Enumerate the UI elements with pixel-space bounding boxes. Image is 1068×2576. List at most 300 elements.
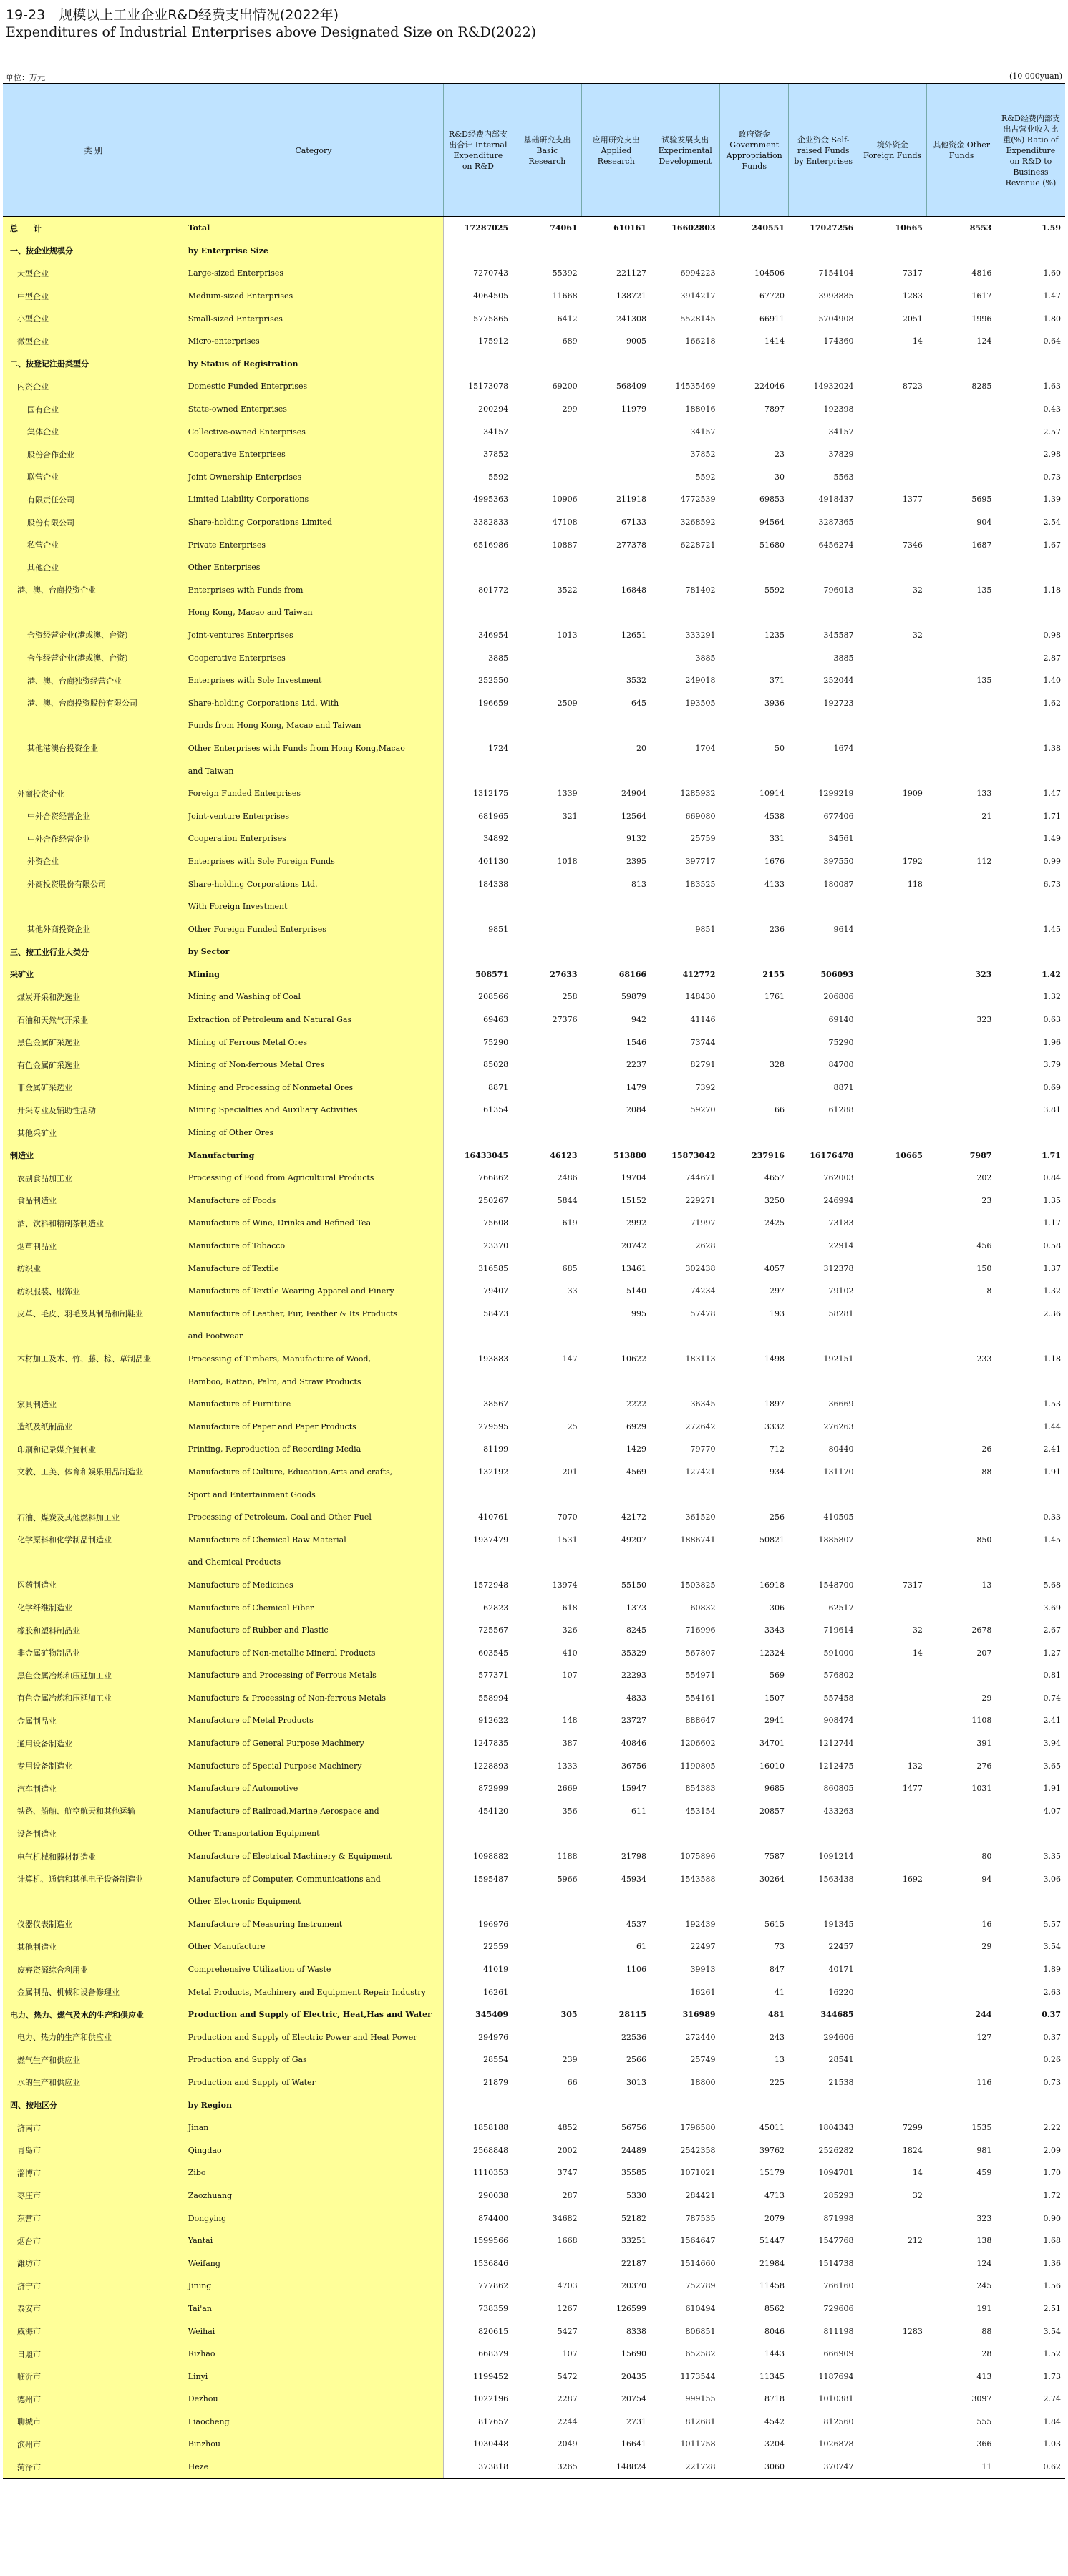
header-applied-research: 应用研究支出 Applied Research: [582, 84, 651, 217]
cell-government-funds: [720, 1483, 789, 1506]
row-label-cn: 微型企业: [3, 330, 184, 353]
cell-basic-research: [513, 1054, 581, 1076]
row-label-cn: 泰安市: [3, 2298, 184, 2320]
cell-ratio-to-revenue: 0.37: [1042, 2010, 1061, 2020]
cell-applied-research: 16641: [621, 2439, 647, 2449]
cell-experimental-development: 412772: [682, 969, 716, 979]
cell-basic-research: 11668: [552, 291, 578, 301]
table-row: [3, 1664, 1065, 1687]
table-row: [3, 2433, 1065, 2456]
cell-experimental-development: 74234: [690, 1286, 716, 1296]
cell-other-funds: [927, 1122, 996, 1144]
cell-self-raised-funds: 14932024: [813, 381, 854, 392]
cell-government-funds: 5592: [764, 585, 785, 595]
cell-applied-research: 611: [631, 1806, 647, 1816]
row-label-en: Other Electronic Equipment: [184, 1890, 444, 1913]
cell-foreign-funds: [858, 2388, 926, 2411]
cell-self-raised-funds: 34561: [828, 834, 854, 844]
header-internal-expenditure: R&D经费内部支出合计 Internal Expenditure on R&D: [444, 84, 513, 217]
cell-internal-expenditure: 1536846: [473, 2258, 509, 2268]
cell-internal-expenditure: [444, 1483, 513, 1506]
cell-government-funds: 67720: [759, 291, 785, 301]
cell-foreign-funds: 1909: [902, 789, 923, 799]
row-label-en: Manufacture of Culture, Education,Arts and crafts,: [184, 1461, 444, 1484]
cell-self-raised-funds: 16220: [828, 1987, 854, 1997]
cell-applied-research: 221127: [616, 268, 647, 278]
row-label-cn: 其他外商投资企业: [3, 918, 184, 941]
row-label-en: Share-holding Corporations Ltd. With: [184, 691, 444, 714]
cell-ratio-to-revenue: 1.45: [1043, 1535, 1061, 1545]
cell-experimental-development: 15873042: [671, 1150, 716, 1160]
row-label-en: Hong Kong, Macao and Taiwan: [184, 601, 444, 624]
cell-government-funds: 73: [774, 1942, 785, 1952]
cell-other-funds: [927, 2048, 996, 2071]
cell-experimental-development: 229271: [685, 1195, 716, 1205]
row-label-en: Extraction of Petroleum and Natural Gas: [184, 1008, 444, 1031]
cell-government-funds: 306: [769, 1603, 785, 1613]
cell-basic-research: [513, 1687, 581, 1710]
cell-experimental-development: 1075896: [680, 1852, 716, 1862]
row-label-cn: 食品制造业: [3, 1190, 184, 1212]
cell-applied-research: 33251: [621, 2236, 647, 2246]
cell-internal-expenditure: 1098882: [473, 1852, 509, 1862]
row-label-cn: 石油、煤炭及其他燃料加工业: [3, 1506, 184, 1529]
cell-foreign-funds: [858, 1008, 926, 1031]
cell-foreign-funds: [858, 2003, 926, 2026]
cell-foreign-funds: [858, 669, 926, 692]
row-label-en: Mining and Washing of Coal: [184, 986, 444, 1008]
table-row: [3, 1122, 1065, 1144]
cell-internal-expenditure: [444, 759, 513, 782]
row-label-cn: [3, 1890, 184, 1913]
cell-ratio-to-revenue: 1.71: [1042, 1150, 1061, 1160]
cell-self-raised-funds: 80440: [828, 1444, 854, 1454]
cell-ratio-to-revenue: 2.36: [1043, 1308, 1061, 1318]
cell-applied-research: [582, 714, 651, 737]
cell-basic-research: [513, 1438, 581, 1461]
cell-foreign-funds: [858, 1935, 926, 1958]
cell-internal-expenditure: 8871: [488, 1082, 509, 1092]
row-label-en: Joint-venture Enterprises: [184, 805, 444, 827]
cell-applied-research: 40846: [621, 1739, 647, 1749]
cell-basic-research: [513, 2252, 581, 2275]
cell-basic-research: 10887: [552, 540, 578, 550]
row-label-cn: 大型企业: [3, 262, 184, 285]
cell-ratio-to-revenue: 2.22: [1043, 2123, 1061, 2133]
cell-foreign-funds: [858, 1370, 926, 1393]
cell-self-raised-funds: 370747: [789, 2456, 858, 2479]
row-label-en: Manufacture of Chemical Fiber: [184, 1596, 444, 1619]
cell-basic-research: [513, 601, 581, 624]
cell-other-funds: 150: [976, 1263, 992, 1273]
row-label-cn: 非金属矿采选业: [3, 1076, 184, 1099]
cell-internal-expenditure: 81199: [483, 1444, 509, 1454]
cell-ratio-to-revenue: 1.53: [1043, 1399, 1061, 1409]
table-row: [3, 1980, 1065, 2003]
cell-foreign-funds: 1792: [902, 856, 923, 866]
cell-applied-research: 568409: [616, 381, 647, 392]
cell-other-funds: 323: [975, 969, 992, 979]
cell-applied-research: 2992: [626, 1218, 647, 1228]
cell-applied-research: 15690: [621, 2349, 647, 2359]
cell-basic-research: 34682: [552, 2213, 578, 2223]
row-label-cn: 合作经营企业(港或澳、台资): [3, 646, 184, 669]
row-label-en: by Enterprise Size: [184, 240, 444, 263]
cell-self-raised-funds: 4918437: [818, 495, 854, 505]
cell-government-funds: 569: [769, 1671, 785, 1681]
cell-other-funds: [927, 1551, 996, 1574]
cell-applied-research: 126599: [616, 2303, 647, 2313]
cell-government-funds: 4657: [764, 1173, 785, 1183]
cell-internal-expenditure: [444, 1122, 513, 1144]
table-title-cn: 19-23 规模以上工业企业R&D经费支出情况(2022年): [6, 7, 339, 23]
cell-internal-expenditure: 34892: [483, 834, 509, 844]
cell-experimental-development: 166218: [685, 336, 716, 346]
cell-applied-research: [582, 759, 651, 782]
cell-experimental-development: [651, 1483, 719, 1506]
cell-other-funds: 1687: [971, 540, 992, 550]
cell-applied-research: 12564: [621, 811, 647, 821]
cell-internal-expenditure: [444, 1890, 513, 1913]
cell-basic-research: 4852: [557, 2123, 578, 2133]
cell-foreign-funds: 14: [912, 2168, 923, 2178]
cell-experimental-development: 787535: [685, 2213, 716, 2223]
table-row: [3, 2162, 1065, 2184]
row-label-en: and Footwear: [184, 1325, 444, 1348]
row-label-cn: 化学原料和化学制品制造业: [3, 1528, 184, 1551]
cell-government-funds: [720, 420, 789, 443]
cell-basic-research: 387: [562, 1739, 578, 1749]
row-label-cn: 煤炭开采和洗选业: [3, 986, 184, 1008]
cell-experimental-development: 2628: [695, 1241, 716, 1251]
cell-ratio-to-revenue: [996, 240, 1065, 263]
cell-experimental-development: 16261: [690, 1987, 716, 1997]
cell-applied-research: [582, 1325, 651, 1348]
cell-internal-expenditure: [444, 895, 513, 918]
cell-self-raised-funds: 22914: [828, 1241, 854, 1251]
cell-government-funds: [720, 240, 789, 263]
row-label-en: and Taiwan: [184, 759, 444, 782]
cell-ratio-to-revenue: 0.98: [1043, 630, 1061, 640]
cell-applied-research: 4569: [626, 1467, 647, 1477]
cell-internal-expenditure: 193883: [478, 1353, 509, 1364]
cell-internal-expenditure: 6516986: [473, 540, 509, 550]
cell-applied-research: 15152: [621, 1195, 647, 1205]
cell-ratio-to-revenue: 1.56: [1043, 2281, 1061, 2291]
table-row: [3, 1348, 1065, 1371]
cell-ratio-to-revenue: 1.72: [1043, 2190, 1061, 2200]
cell-internal-expenditure: 9851: [488, 924, 509, 934]
row-label-en: Total: [184, 217, 444, 240]
cell-self-raised-funds: 5704908: [818, 314, 854, 324]
cell-other-funds: 2678: [971, 1625, 992, 1635]
cell-government-funds: 1235: [764, 630, 785, 640]
cell-internal-expenditure: 7270743: [473, 268, 509, 278]
cell-applied-research: 21798: [621, 1852, 647, 1862]
cell-foreign-funds: 14: [912, 1648, 923, 1658]
cell-government-funds: [720, 1122, 789, 1144]
cell-experimental-development: 333291: [685, 630, 716, 640]
table-row: [3, 714, 1065, 737]
cell-basic-research: [513, 1483, 581, 1506]
cell-experimental-development: 9851: [695, 924, 716, 934]
cell-self-raised-funds: 860805: [823, 1784, 854, 1794]
cell-self-raised-funds: 191345: [823, 1919, 854, 1929]
cell-other-funds: [927, 466, 996, 489]
cell-self-raised-funds: [789, 1483, 858, 1506]
data-table: [3, 83, 1065, 2479]
cell-applied-research: 2084: [626, 1105, 647, 1115]
cell-government-funds: [720, 1370, 789, 1393]
cell-internal-expenditure: 38567: [483, 1399, 509, 1409]
cell-basic-research: [513, 1031, 581, 1054]
row-label-cn: 采矿业: [3, 963, 184, 986]
cell-self-raised-funds: 1885807: [818, 1535, 854, 1545]
cell-experimental-development: 7392: [695, 1082, 716, 1092]
cell-internal-expenditure: 1199452: [473, 2371, 509, 2381]
cell-experimental-development: 1011758: [680, 2439, 716, 2449]
cell-applied-research: 1106: [626, 1965, 647, 1975]
cell-self-raised-funds: 1094701: [818, 2168, 854, 2178]
cell-foreign-funds: [858, 1122, 926, 1144]
row-label-cn: [3, 1551, 184, 1574]
cell-applied-research: 10622: [621, 1353, 647, 1364]
row-label-cn: 济南市: [3, 2116, 184, 2139]
cell-basic-research: 74061: [550, 223, 578, 233]
cell-self-raised-funds: 69140: [828, 1015, 854, 1025]
cell-foreign-funds: [858, 240, 926, 263]
cell-internal-expenditure: 558994: [478, 1693, 509, 1703]
cell-government-funds: 237916: [752, 1150, 785, 1160]
table-row: [3, 963, 1065, 986]
cell-other-funds: [927, 895, 996, 918]
cell-experimental-development: 716996: [685, 1625, 716, 1635]
cell-foreign-funds: 212: [907, 2236, 923, 2246]
cell-self-raised-funds: [789, 759, 858, 782]
cell-ratio-to-revenue: 1.38: [1043, 743, 1061, 753]
cell-foreign-funds: [858, 1822, 926, 1845]
cell-internal-expenditure: [444, 714, 513, 737]
row-label-cn: 港、澳、台商投资企业: [3, 579, 184, 602]
row-label-en: Weihai: [184, 2320, 444, 2343]
row-label-en: Share-holding Corporations Limited: [184, 511, 444, 534]
cell-basic-research: 5427: [557, 2326, 578, 2336]
cell-self-raised-funds: [789, 941, 858, 963]
cell-foreign-funds: [858, 1415, 926, 1438]
cell-ratio-to-revenue: 1.59: [1042, 223, 1061, 233]
cell-applied-research: 28115: [618, 2010, 647, 2020]
cell-internal-expenditure: [444, 601, 513, 624]
cell-self-raised-funds: 17027256: [810, 223, 854, 233]
cell-foreign-funds: [858, 1732, 926, 1755]
cell-foreign-funds: [858, 986, 926, 1008]
cell-ratio-to-revenue: 1.89: [1043, 1965, 1061, 1975]
cell-other-funds: [927, 691, 996, 714]
table-row: [3, 2252, 1065, 2275]
cell-applied-research: 813: [631, 879, 647, 889]
cell-other-funds: [927, 1800, 996, 1823]
table-row: [3, 1777, 1065, 1800]
cell-experimental-development: 1190805: [680, 1761, 716, 1771]
cell-experimental-development: 1503825: [680, 1580, 716, 1590]
cell-ratio-to-revenue: 0.99: [1043, 856, 1061, 866]
cell-basic-research: 5844: [557, 1195, 578, 1205]
cell-ratio-to-revenue: 1.91: [1043, 1784, 1061, 1794]
row-label-en: Binzhou: [184, 2433, 444, 2456]
cell-ratio-to-revenue: 0.73: [1043, 472, 1061, 482]
cell-experimental-development: [651, 1890, 719, 1913]
cell-other-funds: 413: [976, 2371, 992, 2381]
cell-other-funds: [927, 1325, 996, 1348]
cell-self-raised-funds: 1674: [833, 743, 854, 753]
table-row: [3, 2343, 1065, 2366]
cell-government-funds: 1761: [764, 992, 785, 1002]
cell-applied-research: 52182: [621, 2213, 647, 2223]
table-row: [3, 2003, 1065, 2026]
cell-internal-expenditure: 16433045: [464, 1150, 509, 1160]
cell-applied-research: 9132: [626, 834, 647, 844]
cell-other-funds: 29: [981, 1693, 992, 1703]
cell-internal-expenditure: 1858188: [473, 2123, 509, 2133]
cell-other-funds: 202: [976, 1173, 992, 1183]
cell-applied-research: 20370: [621, 2281, 647, 2291]
cell-foreign-funds: [858, 1438, 926, 1461]
cell-foreign-funds: [858, 1528, 926, 1551]
cell-self-raised-funds: 871998: [823, 2213, 854, 2223]
cell-internal-expenditure: 820615: [478, 2326, 509, 2336]
table-row: [3, 2365, 1065, 2388]
cell-self-raised-funds: 79102: [828, 1286, 854, 1296]
cell-self-raised-funds: [789, 601, 858, 624]
cell-applied-research: 513880: [613, 1150, 647, 1160]
cell-basic-research: [513, 466, 581, 489]
cell-foreign-funds: 8723: [902, 381, 923, 392]
row-label-cn: [3, 895, 184, 918]
unit-label-en: (10 000yuan): [1009, 72, 1062, 81]
cell-other-funds: 456: [976, 1241, 992, 1251]
cell-basic-research: 5966: [557, 1874, 578, 1884]
row-label-en: Production and Supply of Gas: [184, 2048, 444, 2071]
table-row: [3, 579, 1065, 602]
cell-applied-research: 6929: [626, 1421, 647, 1432]
cell-experimental-development: 59270: [690, 1105, 716, 1115]
cell-government-funds: 847: [769, 1965, 785, 1975]
cell-experimental-development: 610494: [685, 2303, 716, 2313]
cell-self-raised-funds: 8871: [833, 1082, 854, 1092]
cell-ratio-to-revenue: 5.68: [1043, 1580, 1061, 1590]
cell-internal-expenditure: 196659: [478, 698, 509, 708]
cell-other-funds: [927, 1958, 996, 1981]
cell-basic-research: 2287: [557, 2394, 578, 2404]
cell-applied-research: 241308: [616, 314, 647, 324]
cell-other-funds: 245: [976, 2281, 992, 2291]
cell-applied-research: 35585: [621, 2168, 647, 2178]
cell-self-raised-funds: 397550: [823, 856, 854, 866]
cell-ratio-to-revenue: 2.74: [1043, 2394, 1061, 2404]
cell-self-raised-funds: 294606: [823, 2032, 854, 2042]
cell-ratio-to-revenue: 0.33: [1043, 1512, 1061, 1522]
cell-basic-research: 27633: [550, 969, 578, 979]
cell-foreign-funds: [858, 1980, 926, 2003]
cell-ratio-to-revenue: 1.96: [1043, 1037, 1061, 1047]
cell-foreign-funds: [858, 1958, 926, 1981]
cell-experimental-development: 193505: [685, 698, 716, 708]
cell-experimental-development: 302438: [685, 1263, 716, 1273]
cell-other-funds: 850: [976, 1535, 992, 1545]
cell-foreign-funds: 10665: [895, 223, 923, 233]
cell-internal-expenditure: 184338: [478, 879, 509, 889]
cell-experimental-development: 221728: [651, 2456, 719, 2479]
cell-basic-research: [513, 556, 581, 579]
cell-other-funds: 28: [981, 2349, 992, 2359]
row-label-en: Zibo: [184, 2162, 444, 2184]
cell-ratio-to-revenue: [996, 601, 1065, 624]
row-label-en: Dezhou: [184, 2388, 444, 2411]
cell-ratio-to-revenue: 1.47: [1043, 789, 1061, 799]
table-row: [3, 1076, 1065, 1099]
cell-government-funds: 4713: [764, 2190, 785, 2200]
cell-internal-expenditure: 912622: [478, 1716, 509, 1726]
cell-basic-research: 148: [562, 1716, 578, 1726]
cell-foreign-funds: 32: [912, 630, 923, 640]
cell-foreign-funds: [858, 737, 926, 760]
table-row: [3, 2207, 1065, 2230]
row-label-cn: 橡胶和塑料制品业: [3, 1619, 184, 1642]
cell-experimental-development: 567807: [685, 1648, 716, 1658]
cell-other-funds: 135: [976, 585, 992, 595]
cell-self-raised-funds: 7154104: [818, 268, 854, 278]
cell-foreign-funds: [858, 443, 926, 466]
cell-basic-research: [513, 1890, 581, 1913]
cell-internal-expenditure: 62823: [483, 1603, 509, 1613]
row-label-cn: 化学纤维制造业: [3, 1596, 184, 1619]
cell-basic-research: 55392: [552, 268, 578, 278]
row-label-en: Limited Liability Corporations: [184, 488, 444, 511]
header-ratio-to-revenue: R&D经费内部支出占营业收入比重(%) Ratio of Expenditure on R&D to Business Revenue (%): [996, 84, 1065, 217]
cell-foreign-funds: [858, 1551, 926, 1574]
cell-government-funds: 39762: [759, 2145, 785, 2155]
cell-other-funds: 7987: [969, 1150, 992, 1160]
table-row: [3, 1528, 1065, 1551]
cell-other-funds: 555: [976, 2416, 992, 2426]
cell-self-raised-funds: 58281: [828, 1308, 854, 1318]
cell-internal-expenditure: 37852: [483, 449, 509, 460]
cell-experimental-development: 39913: [690, 1965, 716, 1975]
cell-other-funds: 366: [976, 2439, 992, 2449]
cell-basic-research: 1531: [557, 1535, 578, 1545]
cell-other-funds: [927, 1890, 996, 1913]
cell-government-funds: 7897: [764, 404, 785, 414]
cell-experimental-development: 284421: [685, 2190, 716, 2200]
cell-government-funds: [720, 2094, 789, 2116]
row-label-en: Enterprises with Funds from: [184, 579, 444, 602]
row-label-en: Production and Supply of Electric, Heat,Has and Water: [184, 2003, 444, 2026]
cell-applied-research: 16848: [621, 585, 647, 595]
cell-self-raised-funds: [789, 714, 858, 737]
cell-government-funds: 41: [774, 1987, 785, 1997]
cell-applied-research: 5330: [626, 2190, 647, 2200]
cell-basic-research: 201: [562, 1467, 578, 1477]
table-row: [3, 2298, 1065, 2320]
cell-self-raised-funds: 61288: [828, 1105, 854, 1115]
cell-basic-research: 1267: [557, 2303, 578, 2313]
cell-other-funds: 133: [976, 789, 992, 799]
cell-foreign-funds: [858, 1596, 926, 1619]
cell-experimental-development: 82791: [690, 1060, 716, 1070]
cell-experimental-development: 2542358: [680, 2145, 716, 2155]
header-other-funds: 其他资金 Other Funds: [927, 84, 996, 217]
cell-government-funds: 1897: [764, 1399, 785, 1409]
